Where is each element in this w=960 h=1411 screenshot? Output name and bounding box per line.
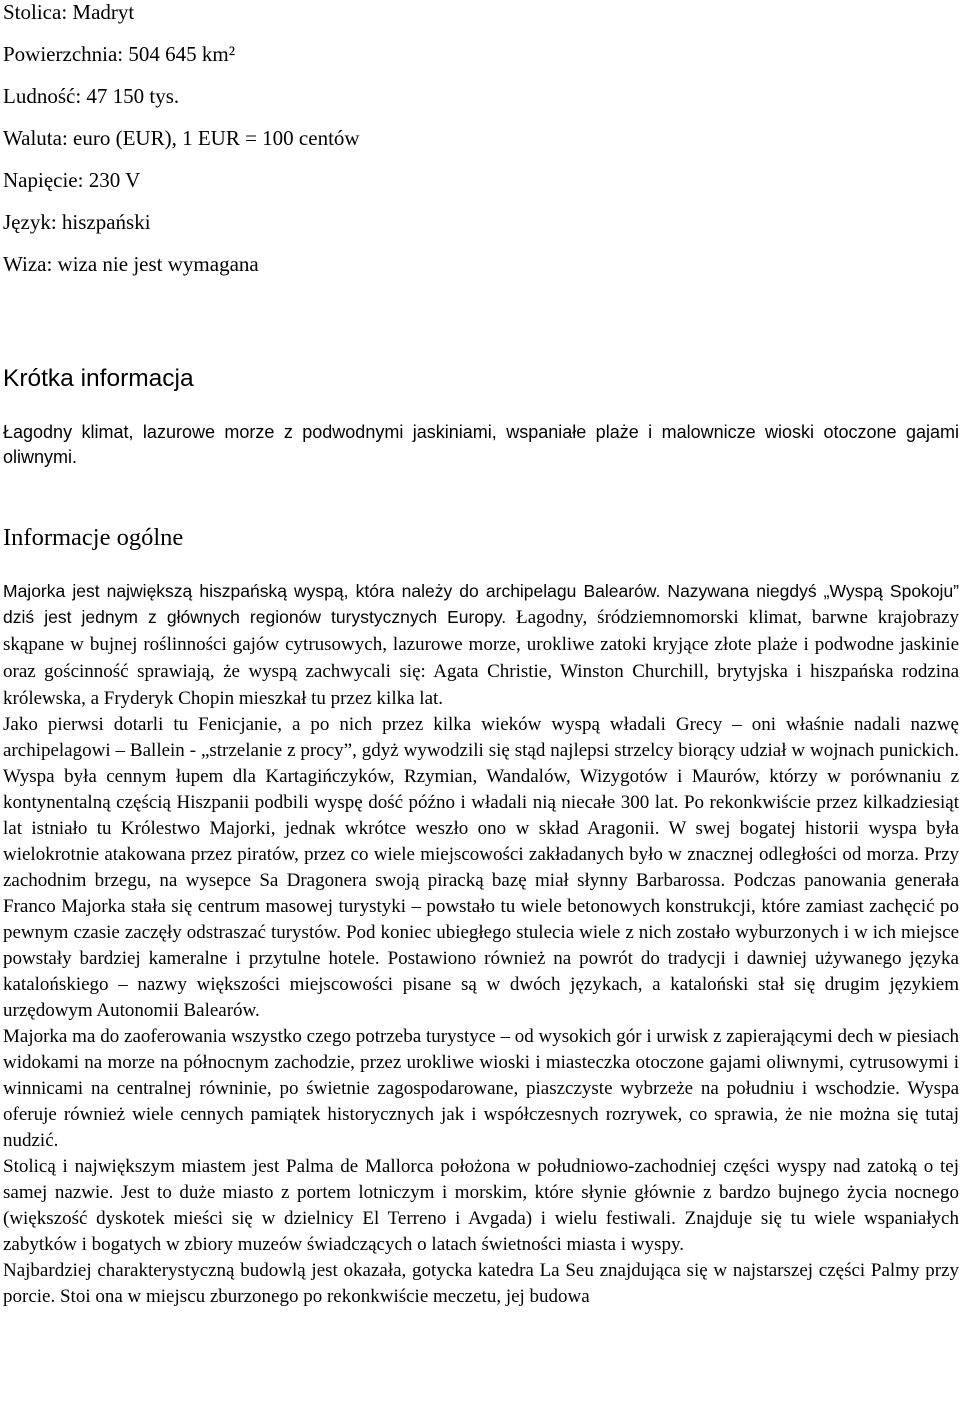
fact-population: Ludność: 47 150 tys.	[3, 84, 180, 108]
fact-voltage: Napięcie: 230 V	[3, 168, 141, 192]
fact-currency: Waluta: euro (EUR), 1 EUR = 100 centów	[3, 126, 360, 150]
general-info-heading: Informacje ogólne	[3, 524, 184, 551]
fact-language: Język: hiszpański	[3, 210, 151, 234]
paragraph-cathedral: Najbardziej charakterystyczną budowlą jest okazała, gotycka katedra La Seu znajdująca się w najstarszej części Palmy przy porcie. Stoi ona w miejscu zburzonego po rekonkwiście meczetu, jej budowa	[3, 1260, 959, 1307]
paragraph-history: Jako pierwsi dotarli tu Fenicjanie, a po nich przez kilka wieków wyspą władali Grecy – oni właśnie nadali nazwę archipelagowi – Ballein - „strzelanie z procy”, gdyż wywodzili się stąd najlepsi strzelcy biorący udział w wojnach punickich. Wyspa była cennym łupem dla Kartagińczyków, Rzymian, Wandalów, Wizygotów i Maurów, którzy w porównaniu z kontynentalną częścią Hiszpanii podbili wyspę dość późno i władali nią niecałe 300 lat. Po rekonkwiście przez kilkadziesiąt lat istniało tu Królestwo Majorki, jednak wkrótce weszło ono w skład Aragonii. W swej bogatej historii wyspa była wielokrotnie atakowana przez piratów, przez co wiele miejscowości zakładanych było w znacznej odległości od morza. Przy zachodnim brzegu, na wysepce Sa Dragonera swoją piracką bazę miał słynny Barbarossa. Podczas panowania generała Franco Majorka stała się centrum masowej turystyki – powstało tu wiele betonowych konstrukcji, które zamiast zachęcić po pewnym czasie zaczęły odstraszać turystów. Pod koniec ubiegłego stulecia wiele z nich zostało wyburzonych i w ich miejsce powstały bardziej kameralne i przytulne hotele. Postawiono również na powrót do tradycji i dawniej używanego języka katalońskiego – nazwy większości miejscowości pisane są w dwóch językach, a kataloński stał się drugim językiem urzędowym Autonomii Balearów.	[3, 714, 959, 1021]
fact-area: Powierzchnia: 504 645 km²	[3, 42, 236, 66]
paragraph-intro	[3, 578, 959, 712]
fact-capital: Stolica: Madryt	[3, 0, 135, 24]
general-info-body	[3, 578, 959, 1310]
facts-list	[3, 0, 953, 294]
short-info-text: Łagodny klimat, lazurowe morze z podwodnymi jaskiniami, wspaniałe plaże i malownicze wioski otoczone gajami oliwnymi.	[3, 422, 959, 467]
short-info-heading: Krótka informacja	[3, 365, 194, 392]
paragraph-attractions: Majorka ma do zaoferowania wszystko czego potrzeba turystyce – od wysokich gór i urwisk z zapierającymi dech w piesiach widokami na morze na północnym zachodzie, przez urokliwe wioski i miasteczka otoczone gajami oliwnymi, cytrusowymi i winnicami na centralnej równinie, po świetnie zagospodarowane, piaszczyste wybrzeże na południu i wschodzie. Wyspa oferuje również wiele cennych pamiątek historycznych jak i współczesnych rozrywek, co sprawia, że nie można się tutaj nudzić.	[3, 1026, 959, 1151]
paragraph-intro-part-3: Łagodny, śródziemnomorski klimat, barwne krajobrazy skąpane w bujnej roślinności gajów cytrusowych, lazurowe morze, urokliwe zatoki kryjące złote plaże i podwodne jaskinie oraz gościnność sprawiają, że wyspą zachwycali się: Agata Christie, Winston Churchill, brytyjska i hiszpańska rodzina królewska, a Fryderyk Chopin mieszkał tu przez kilka lat.	[3, 607, 959, 709]
paragraph-capital: Stolicą i największym miastem jest Palma de Mallorca położona w południowo-zachodniej części wyspy nad zatoką o tej samej nazwie. Jest to duże miasto z portem lotniczym i morskim, które słynie głównie z bardzo bujnego życia nocnego (większość dyskotek mieści się w dzielnicy El Terreno i Avgada) i wielu festiwali. Znajduje się tu wiele wspaniałych zabytków i bogatych w zbiory muzeów świadczących o latach świetności miasta i wyspy.	[3, 1156, 959, 1255]
fact-visa: Wiza: wiza nie jest wymagana	[3, 252, 259, 276]
paragraph-intro-part-2: Nazywana niegdyś „Wyspą Spokoju” dziś jest jednym z głównych regionów turystycznych Europy.	[3, 581, 959, 627]
paragraph-intro-part-1: Majorka jest największą hiszpańską wyspą, która należy do archipelagu Balearów.	[3, 581, 661, 601]
